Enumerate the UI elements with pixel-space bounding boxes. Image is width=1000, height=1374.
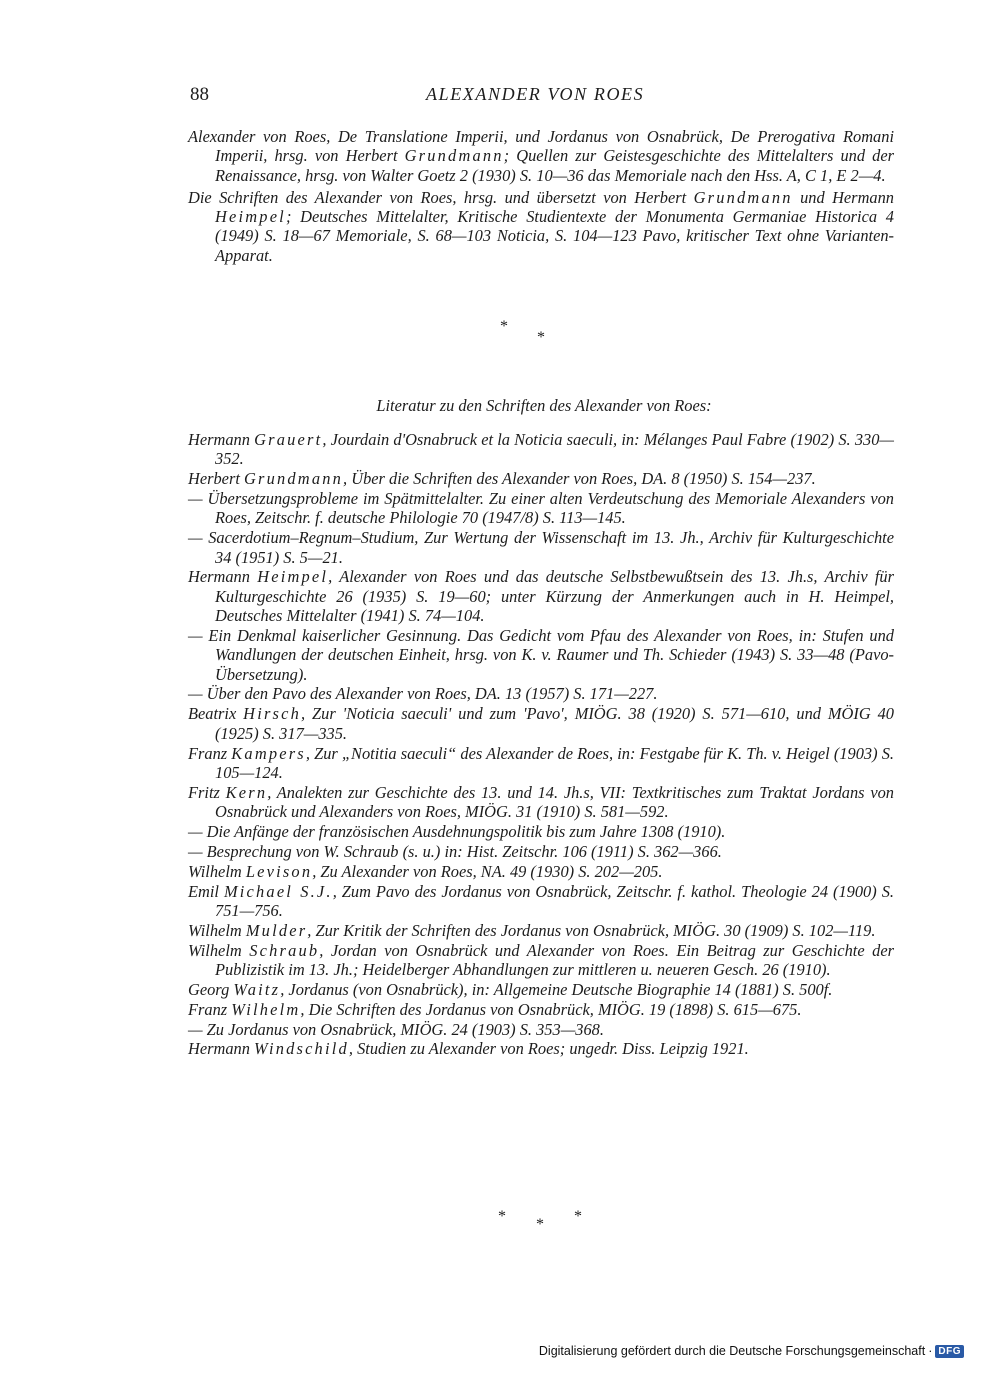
entry-text: und Hermann	[792, 187, 894, 207]
entry-text: — Über den Pavo des Alexander von Roes, DA. 13 (1957) S. 171—227.	[188, 684, 658, 704]
entry-text: — Ein Denkmal kaiserlicher Gesinnung. Das Gedicht vom Pfau des Alexander von Roes, in: Stufen und Wandlungen der deutschen Einheit, hrsg. von K. v. Raumer und Th. Schieder (1943) S. 33—48 (Pavo-Übersetzung).	[188, 625, 894, 684]
entry-text: , Jordan von Osnabrück und Alexander von Roes. Ein Beitrag zur Geschichte der Publizistik im 13. Jh.; Heidelberger Abhandlungen zur mittleren u. neueren Gesch. 26 (1910).	[215, 940, 894, 979]
bibliography-entry	[188, 469, 894, 488]
entry-text: — Die Anfänge der französischen Ausdehnungspolitik bis zum Jahre 1308 (1910).	[188, 821, 726, 841]
entry-text: Wilhelm	[188, 861, 246, 881]
author-surname: Windschild	[254, 1039, 349, 1059]
bibliography-entry	[188, 783, 894, 822]
bibliography-entry	[188, 1039, 894, 1058]
bibliography-entry	[188, 744, 894, 783]
entry-text: Beatrix	[188, 704, 244, 724]
entry-text: Emil	[188, 881, 224, 901]
entry-text: Georg	[188, 979, 234, 999]
bibliography-entry	[188, 528, 894, 567]
entry-text: Alexander von Roes, De Translatione Imperii, und Jordanus von Osnabrück, De Prerogativa Romani Imperii, hrsg. von Herbert	[188, 127, 894, 166]
entry-text: , Jordanus (von Osnabrück), in: Allgemeine Deutsche Biographie 14 (1881) S. 500f.	[280, 979, 833, 999]
entry-text: , Zur Kritik der Schriften des Jordanus von Osnabrück, MIÖG. 30 (1909) S. 102—119.	[307, 920, 876, 940]
entry-text: , Studien zu Alexander von Roes; ungedr. Diss. Leipzig 1921.	[348, 1039, 749, 1059]
page-number: 88	[190, 84, 209, 105]
footer-text: Digitalisierung gefördert durch die Deutsche Forschungsgemeinschaft	[538, 1344, 926, 1358]
entry-text: ; Deutsches Mittelalter, Kritische Studientexte der Monumenta Germaniae Historica 4 (1949) S. 18—67 Memoriale, S. 68—103 Noticia, S. 104—123 Pavo, kritischer Text ohne Varianten-Apparat.	[215, 207, 894, 265]
dfg-logo: DFG	[935, 1345, 964, 1358]
author-surname: Grundmann	[693, 187, 793, 207]
running-title: ALEXANDER VON ROES	[426, 84, 645, 104]
bibliography-entry	[188, 822, 894, 841]
entry-text: , Über die Schriften des Alexander von Roes, DA. 8 (1950) S. 154—237.	[343, 469, 816, 489]
entry-text: Hermann	[188, 567, 258, 587]
entry-text: , Zur „Notitia saeculi“ des Alexander de Roes, in: Festgabe für K. Th. v. Heigel (1903) S. 105—124.	[215, 743, 894, 782]
bibliography-entry	[188, 941, 894, 980]
ornament-star: *	[574, 1208, 582, 1225]
bibliography-entry	[188, 921, 894, 940]
author-surname: Grundmann	[404, 146, 504, 166]
bibliography-entry	[188, 862, 894, 881]
author-surname: Grauert	[254, 430, 323, 449]
ornament-star: *	[500, 318, 508, 335]
entry-text: , Zu Alexander von Roes, NA. 49 (1930) S. 202—205.	[312, 861, 663, 881]
entry-text: ; Quellen zur Geistesgeschichte des Mittelalters und der Renaissance, hrsg. von Walter Goetz 2 (1930) S. 10—36 das Memoriale nach den Hss. A, C 1, E 2—4.	[215, 146, 894, 185]
ornament-star: *	[536, 1216, 544, 1233]
entry-text: Wilhelm	[188, 920, 246, 940]
bibliography-entry	[188, 489, 894, 528]
edition-entry	[188, 188, 894, 265]
entry-text: Fritz	[188, 782, 226, 802]
bibliography-entry	[188, 1020, 894, 1039]
bibliography-entry	[188, 842, 894, 861]
entry-text: Die Schriften des Alexander von Roes, hrsg. und übersetzt von Herbert	[188, 187, 694, 207]
bibliography-entry	[188, 626, 894, 684]
entry-text: — Übersetzungsprobleme im Spätmittelalter. Zu einer alten Verdeutschung des Memoriale Alexanders von Roes, Zeitschr. f. deutsche Philologie 70 (1947/8) S. 113—145.	[188, 489, 894, 528]
author-surname: Heimpel	[257, 567, 329, 587]
entry-text: — Besprechung von W. Schraub (s. u.) in: Hist. Zeitschr. 106 (1911) S. 362—366.	[188, 841, 722, 861]
entry-text: , Die Schriften des Jordanus von Osnabrück, MIÖG. 19 (1898) S. 615—675.	[300, 999, 802, 1019]
entry-text: , Zur 'Noticia saeculi' und zum 'Pavo', MIÖG. 38 (1920) S. 571—610, und MÖIG 40 (1925) S. 317—335.	[215, 704, 894, 743]
author-surname: Kern	[225, 782, 268, 802]
author-surname: Wilhelm	[231, 999, 301, 1019]
editions-list	[188, 127, 894, 265]
edition-entry	[188, 127, 894, 185]
bibliography-entry	[188, 430, 894, 469]
entry-text: Hermann	[188, 430, 255, 449]
bibliography-entry	[188, 704, 894, 743]
entry-text: , Zum Pavo des Jordanus von Osnabrück, Zeitschr. f. kathol. Theologie 24 (1900) S. 751—756.	[215, 881, 894, 920]
footer-credit	[539, 1344, 964, 1358]
entry-text: , Jourdain d'Osnabruck et la Noticia saeculi, in: Mélanges Paul Fabre (1902) S. 330—352.	[215, 430, 894, 469]
bibliography-entry	[188, 980, 894, 999]
author-surname: Grundmann	[244, 469, 344, 489]
ornament-star: *	[537, 329, 545, 346]
entry-text: Herbert	[188, 469, 244, 489]
author-surname: Heimpel	[215, 207, 286, 227]
literature-list	[188, 430, 894, 1059]
bibliography-entry	[188, 684, 894, 703]
author-surname: Kampers	[231, 743, 306, 763]
ornament-star: *	[498, 1208, 506, 1225]
entry-text: Franz	[188, 743, 232, 763]
bibliography-entry	[188, 567, 894, 625]
footer-separator: ·	[928, 1344, 933, 1358]
author-surname: Levison	[245, 861, 313, 881]
literature-heading: Literatur zu den Schriften des Alexander von Roes:	[376, 396, 712, 415]
entry-text: — Zu Jordanus von Osnabrück, MIÖG. 24 (1903) S. 353—368.	[188, 1019, 604, 1039]
entry-text: Hermann	[188, 1039, 255, 1059]
entry-text: , Analekten zur Geschichte des 13. und 14. Jh.s, VII: Textkritisches zum Traktat Jordans von Osnabrück und Alexanders von Roes, MIÖG. 31 (1910) S. 581—592.	[215, 782, 894, 821]
entry-text: Wilhelm	[188, 940, 250, 960]
bibliography-entry	[188, 1000, 894, 1019]
bibliography-entry	[188, 882, 894, 921]
entry-text: — Sacerdotium–Regnum–Studium, Zur Wertung der Wissenschaft im 13. Jh., Archiv für Kulturgeschichte 34 (1951) S. 5—21.	[188, 528, 894, 567]
entry-text: , Alexander von Roes und das deutsche Selbstbewußtsein des 13. Jh.s, Archiv für Kulturgeschichte 26 (1935) S. 19—60; unter Kürzung der Anmerkungen auch in H. Heimpel, Deutsches Mittelalter (1941) S. 74—104.	[215, 567, 894, 626]
author-surname: Waitz	[233, 979, 281, 999]
author-surname: Mulder	[245, 920, 308, 940]
entry-text: Franz	[188, 999, 232, 1019]
author-surname: Schraub	[249, 940, 320, 960]
author-surname: Michael S.J.	[223, 881, 333, 901]
author-surname: Hirsch	[243, 704, 301, 724]
